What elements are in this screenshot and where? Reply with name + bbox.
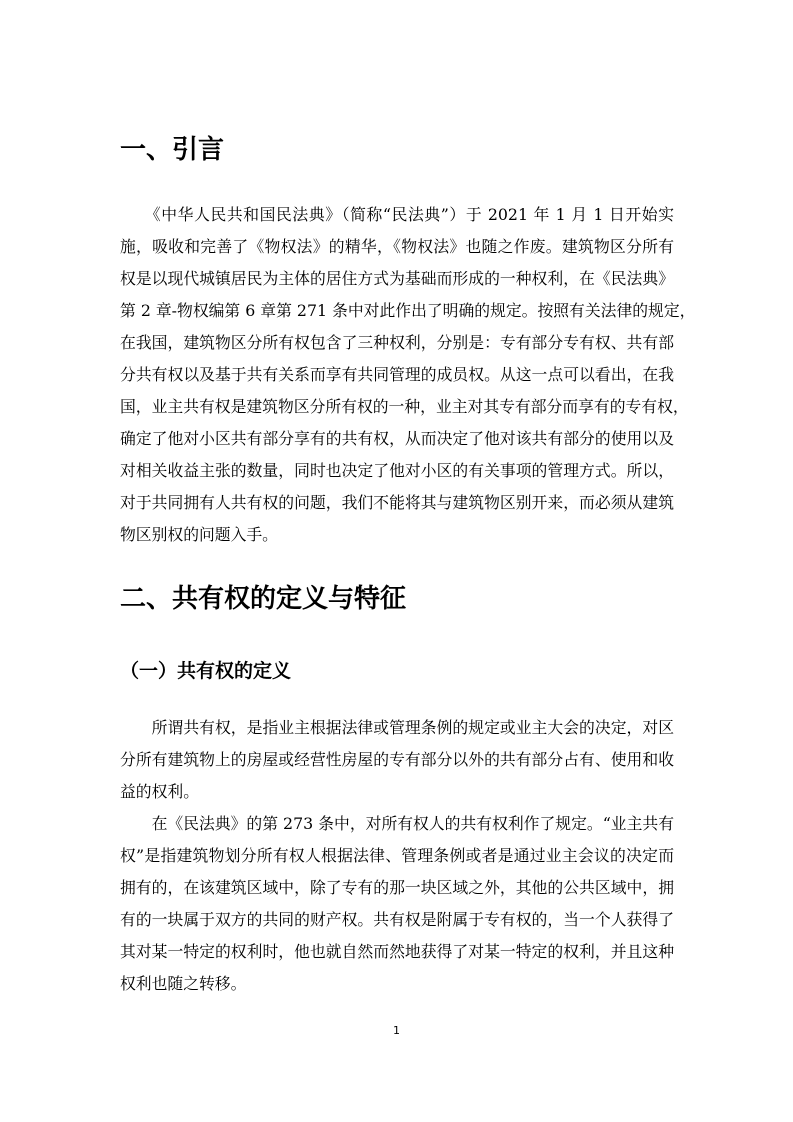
section-heading-introduction: 一、引言: [120, 135, 225, 165]
page-number: 1: [393, 1024, 400, 1037]
text-line: 拥有的，在该建筑区域中，除了专有的那一块区域之外，其他的公共区域中，拥: [120, 878, 674, 897]
text-line: 分共有权以及基于共有关系而享有共同管理的成员权。从这一点可以看出，在我: [120, 365, 674, 384]
text-line: 确定了他对小区共有部分享有的共有权，从而决定了他对该共有部分的使用以及: [120, 429, 674, 448]
text-line: 对相关收益主张的数量，同时也决定了他对小区的有关事项的管理方式。所以，: [120, 461, 674, 480]
text-line: 在我国，建筑物区分所有权包含了三种权利，分别是：专有部分专有权、共有部: [120, 333, 674, 352]
text-line: 对于共同拥有人共有权的问题，我们不能将其与建筑物区别开来，而必须从建筑: [120, 493, 674, 512]
paragraph-introduction: [120, 199, 696, 551]
subsection-heading-definition: （一）共有权的定义: [120, 660, 292, 682]
section-heading-definition-features: 二、共有权的定义与特征: [120, 584, 407, 614]
text-line: 其对某一特定的权利时，他也就自然而然地获得了对某一特定的权利，并且这种: [120, 942, 674, 961]
text-line: 第 2 章-物权编第 6 章第 271 条中对此作出了明确的规定。按照有关法律的规定，: [120, 301, 696, 320]
paragraph-definition: [120, 712, 674, 808]
paragraph-civil-code-article: [120, 808, 674, 1000]
text-line: 国，业主共有权是建筑物区分所有权的一种，业主对其专有部分而享有的专有权，: [120, 397, 689, 416]
text-line: 有的一块属于双方的共同的财产权。共有权是附属于专有权的，当一个人获得了: [120, 910, 674, 929]
text-line: 物区别权的问题入手。: [120, 525, 278, 544]
text-line: 所谓共有权，是指业主根据法律或管理条例的规定或业主大会的决定，对区: [120, 718, 674, 737]
text-line: 在《民法典》的第 273 条中，对所有权人的共有权利作了规定。“业主共有: [120, 814, 674, 833]
text-line: 权是以现代城镇居民为主体的居住方式为基础而形成的一种权利，在《民法典》: [120, 269, 674, 288]
text-line: 施，吸收和完善了《物权法》的精华，《物权法》也随之作废。建筑物区分所有: [120, 237, 674, 256]
text-line: 权利也随之转移。: [120, 974, 247, 993]
text-line: 益的权利。: [120, 782, 199, 801]
text-line: 权”是指建筑物划分所有权人根据法律、管理条例或者是通过业主会议的决定而: [120, 846, 674, 865]
text-line: 分所有建筑物上的房屋或经营性房屋的专有部分以外的共有部分占有、使用和收: [120, 750, 674, 769]
text-line: 《中华人民共和国民法典》（简称“民法典”）于 2021 年 1 月 1 日开始实: [120, 205, 674, 224]
